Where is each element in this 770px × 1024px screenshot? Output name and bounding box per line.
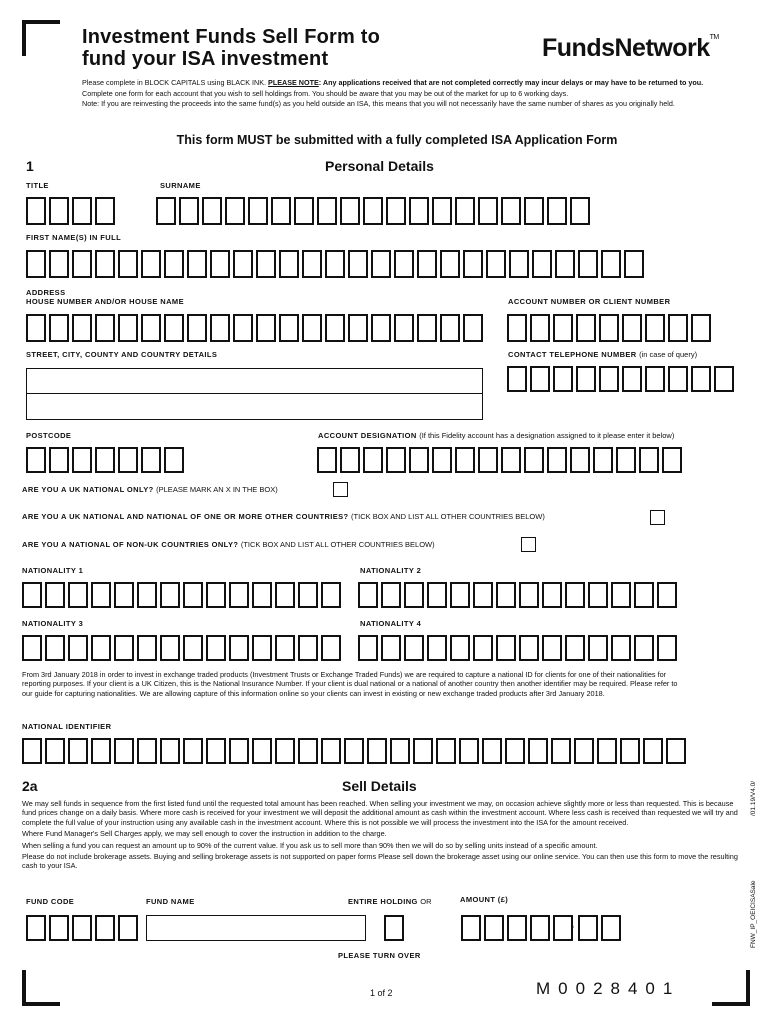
char-box[interactable] — [570, 197, 590, 225]
char-box[interactable] — [427, 582, 447, 608]
street-label: STREET, CITY, COUNTY AND COUNTRY DETAILS — [26, 350, 218, 359]
nationality-1-label: NATIONALITY 1 — [22, 566, 84, 575]
char-box[interactable] — [381, 582, 401, 608]
char-box[interactable] — [645, 314, 665, 342]
char-box[interactable] — [321, 635, 341, 661]
char-box[interactable] — [599, 314, 619, 342]
char-box[interactable] — [206, 738, 226, 764]
char-box[interactable] — [394, 250, 414, 278]
char-box[interactable] — [317, 197, 337, 225]
char-box[interactable] — [160, 635, 180, 661]
fund-name-label: FUND NAME — [146, 897, 195, 906]
char-box[interactable] — [22, 738, 42, 764]
char-box[interactable] — [524, 447, 544, 473]
char-box[interactable] — [507, 915, 527, 941]
char-box[interactable] — [229, 738, 249, 764]
char-box[interactable] — [547, 447, 567, 473]
form-reference: M0028401 — [536, 979, 681, 998]
char-box[interactable] — [229, 582, 249, 608]
char-box[interactable] — [114, 738, 134, 764]
char-box[interactable] — [91, 738, 111, 764]
nationality-info-paragraph: From 3rd January 2018 in order to invest in exchange traded products (Investment Trusts or Exchange Traded Funds) we are required to capture a national ID for clients for one of their nationalities for reporting purposes. If your client is a UK Citizen, this is the National Insurance Number. If your client is dual national or a national of another country then another identifier may be required. Please refer to our guide for capturing nationalities. We are allowing capture of this information online so your clients can invest in existing or new exchange traded products after 3rd January 2018. — [22, 670, 678, 698]
char-box[interactable] — [91, 582, 111, 608]
char-box[interactable] — [455, 197, 475, 225]
char-box[interactable] — [553, 366, 573, 392]
firstname-label: FIRST NAME(S) IN FULL — [26, 233, 122, 242]
char-box[interactable] — [49, 915, 69, 941]
postcode-label: POSTCODE — [26, 431, 72, 440]
char-box[interactable] — [496, 635, 516, 661]
char-box[interactable] — [532, 250, 552, 278]
designation-label: ACCOUNT DESIGNATION (If this Fidelity account has a designation assigned to it please enter it below) — [318, 431, 675, 440]
char-box[interactable] — [530, 915, 550, 941]
char-box[interactable] — [601, 915, 621, 941]
q-non-uk: ARE YOU A NATIONAL OF NON-UK COUNTRIES ONLY? (TICK BOX AND LIST ALL OTHER COUNTRIES BELOW) — [22, 540, 435, 549]
non-uk-checkbox[interactable] — [521, 537, 536, 552]
side-code: FNW_IP_OEICISASale — [750, 880, 757, 948]
char-box[interactable] — [599, 366, 619, 392]
char-box[interactable] — [432, 197, 452, 225]
entire-holding-label: ENTIRE HOLDING OR — [348, 897, 432, 906]
char-box[interactable] — [461, 915, 481, 941]
char-box[interactable] — [233, 250, 253, 278]
char-box[interactable] — [440, 250, 460, 278]
page-number: 1 of 2 — [370, 988, 393, 998]
char-box[interactable] — [49, 314, 69, 342]
char-box[interactable] — [555, 250, 575, 278]
char-box[interactable] — [611, 635, 631, 661]
form-title-line1: Investment Funds Sell Form to — [82, 26, 381, 48]
char-box[interactable] — [210, 250, 230, 278]
char-box[interactable] — [634, 582, 654, 608]
side-date: /01.19/V4.0/ — [750, 780, 757, 816]
char-box[interactable] — [620, 738, 640, 764]
char-box[interactable] — [645, 366, 665, 392]
char-box[interactable] — [530, 366, 550, 392]
sell-details-text: We may sell funds in sequence from the first listed fund until the requested total amount has been reached. When selling your investment we may, on occasion achieve slightly more or less than requested. This is because fund prices change on a daily basis. Where more cash is received for your investment we will deposit the additional amount as cash within the investment account. Where less cash is received than requested we will try and complete the full value of your instruction using any available cash in the investment account. Where this is not possible we will process the investment into the ISA for the amount received. Where Fund Manager's Sell Charges apply, we may sell enough to cover the instruction in addition to the charge. When selling a fund you can request an amount up to 90% of the current value. If you ask us to sell more than 90% then we will do so by selling units instead of a specific amount. Please do not include brokerage assets. Buying and selling brokerage assets is not supported on paper forms Please sell down the brokerage asset using our online service. You can then use this form to move the resulting cash to your ISA. — [22, 799, 738, 871]
char-box[interactable] — [91, 635, 111, 661]
char-box[interactable] — [118, 314, 138, 342]
corner-mark-bottom-left — [22, 970, 60, 1006]
char-box[interactable] — [578, 915, 598, 941]
char-box[interactable] — [225, 197, 245, 225]
char-box[interactable] — [622, 314, 642, 342]
char-box[interactable] — [450, 635, 470, 661]
nationality-2-boxes[interactable] — [358, 582, 677, 608]
char-box[interactable] — [363, 447, 383, 473]
char-box[interactable] — [348, 314, 368, 342]
char-box[interactable] — [578, 250, 598, 278]
char-box[interactable] — [501, 197, 521, 225]
phone-label: CONTACT TELEPHONE NUMBER (in case of query) — [508, 350, 698, 359]
char-box[interactable] — [363, 197, 383, 225]
amount-pounds-boxes[interactable] — [461, 915, 573, 941]
char-box[interactable] — [256, 314, 276, 342]
char-box[interactable] — [252, 582, 272, 608]
char-box[interactable] — [252, 635, 272, 661]
char-box[interactable] — [473, 582, 493, 608]
char-box[interactable] — [141, 250, 161, 278]
char-box[interactable] — [358, 582, 378, 608]
char-box[interactable] — [206, 635, 226, 661]
postcode-boxes[interactable] — [26, 447, 184, 473]
char-box[interactable] — [413, 738, 433, 764]
char-box[interactable] — [45, 582, 65, 608]
char-box[interactable] — [95, 314, 115, 342]
char-box[interactable] — [72, 447, 92, 473]
char-box[interactable] — [68, 738, 88, 764]
national-id-label: NATIONAL IDENTIFIER — [22, 722, 112, 731]
char-box[interactable] — [386, 447, 406, 473]
char-box[interactable] — [95, 915, 115, 941]
char-box[interactable] — [473, 635, 493, 661]
section-1-title: Personal Details — [325, 158, 434, 174]
house-label: HOUSE NUMBER AND/OR HOUSE NAME — [26, 297, 184, 306]
char-box[interactable] — [691, 314, 711, 342]
char-box[interactable] — [22, 582, 42, 608]
char-box[interactable] — [371, 314, 391, 342]
char-box[interactable] — [302, 314, 322, 342]
char-box[interactable] — [325, 314, 345, 342]
char-box[interactable] — [279, 314, 299, 342]
char-box[interactable] — [118, 915, 138, 941]
title-label: TITLE — [26, 181, 49, 190]
char-box[interactable] — [344, 738, 364, 764]
char-box[interactable] — [417, 314, 437, 342]
firstname-boxes[interactable] — [26, 250, 644, 278]
char-box[interactable] — [275, 635, 295, 661]
char-box[interactable] — [22, 635, 42, 661]
char-box[interactable] — [576, 366, 596, 392]
char-box[interactable] — [390, 738, 410, 764]
fund-code-boxes[interactable] — [26, 915, 138, 941]
char-box[interactable] — [570, 447, 590, 473]
section-2a-title: Sell Details — [342, 778, 417, 794]
nationality-3-label: NATIONALITY 3 — [22, 619, 84, 628]
char-box[interactable] — [463, 314, 483, 342]
must-submit-notice: This form MUST be submitted with a fully completed ISA Application Form — [176, 133, 618, 147]
char-box[interactable] — [601, 250, 621, 278]
char-box[interactable] — [72, 197, 92, 225]
char-box[interactable] — [114, 582, 134, 608]
char-box[interactable] — [321, 738, 341, 764]
char-box[interactable] — [530, 314, 550, 342]
char-box[interactable] — [576, 314, 596, 342]
char-box[interactable] — [49, 197, 69, 225]
char-box[interactable] — [137, 582, 157, 608]
char-box[interactable] — [164, 314, 184, 342]
char-box[interactable] — [68, 635, 88, 661]
char-box[interactable] — [164, 447, 184, 473]
char-box[interactable] — [114, 635, 134, 661]
char-box[interactable] — [440, 314, 460, 342]
char-box[interactable] — [639, 447, 659, 473]
char-box[interactable] — [95, 197, 115, 225]
char-box[interactable] — [233, 314, 253, 342]
char-box[interactable] — [484, 915, 504, 941]
char-box[interactable] — [657, 635, 677, 661]
char-box[interactable] — [256, 250, 276, 278]
q-uk-and-other: ARE YOU A UK NATIONAL AND NATIONAL OF ONE OR MORE OTHER COUNTRIES? (TICK BOX AND LIST ALL OTHER COUNTRIES BELOW) — [22, 512, 545, 521]
char-box[interactable] — [141, 447, 161, 473]
char-box[interactable] — [668, 366, 688, 392]
address-label: ADDRESS — [26, 288, 66, 297]
char-box[interactable] — [68, 582, 88, 608]
char-box[interactable] — [565, 582, 585, 608]
char-box[interactable] — [622, 366, 642, 392]
char-box[interactable] — [183, 635, 203, 661]
char-box[interactable] — [26, 447, 46, 473]
char-box[interactable] — [298, 582, 318, 608]
char-box[interactable] — [459, 738, 479, 764]
char-box[interactable] — [271, 197, 291, 225]
char-box[interactable] — [183, 582, 203, 608]
account-number-boxes[interactable] — [507, 314, 711, 342]
char-box[interactable] — [252, 738, 272, 764]
char-box[interactable] — [275, 738, 295, 764]
char-box[interactable] — [542, 582, 562, 608]
national-id-boxes[interactable] — [22, 738, 686, 764]
char-box[interactable] — [49, 250, 69, 278]
entire-holding-box[interactable] — [384, 915, 404, 941]
char-box[interactable] — [588, 635, 608, 661]
char-box[interactable] — [542, 635, 562, 661]
char-box[interactable] — [427, 635, 447, 661]
char-box[interactable] — [26, 197, 46, 225]
char-box[interactable] — [691, 366, 711, 392]
char-box[interactable] — [206, 582, 226, 608]
q-uk-only: ARE YOU A UK NATIONAL ONLY? (PLEASE MARK AN X IN THE BOX) — [22, 485, 278, 494]
char-box[interactable] — [72, 250, 92, 278]
char-box[interactable] — [450, 582, 470, 608]
nationality-1-boxes[interactable] — [22, 582, 341, 608]
char-box[interactable] — [496, 582, 516, 608]
char-box[interactable] — [187, 314, 207, 342]
char-box[interactable] — [505, 738, 525, 764]
char-box[interactable] — [478, 197, 498, 225]
char-box[interactable] — [325, 250, 345, 278]
char-box[interactable] — [611, 582, 631, 608]
nationality-2-label: NATIONALITY 2 — [360, 566, 422, 575]
char-box[interactable] — [118, 250, 138, 278]
char-box[interactable] — [358, 635, 378, 661]
char-box[interactable] — [524, 197, 544, 225]
char-box[interactable] — [210, 314, 230, 342]
char-box[interactable] — [248, 197, 268, 225]
char-box[interactable] — [486, 250, 506, 278]
char-box[interactable] — [507, 366, 527, 392]
char-box[interactable] — [519, 635, 539, 661]
char-box[interactable] — [624, 250, 644, 278]
char-box[interactable] — [164, 250, 184, 278]
corner-mark-bottom-right — [712, 970, 750, 1006]
nationality-4-label: NATIONALITY 4 — [360, 619, 422, 628]
designation-boxes[interactable] — [317, 447, 682, 473]
section-2a-number: 2a — [22, 778, 38, 794]
char-box[interactable] — [45, 738, 65, 764]
char-box[interactable] — [95, 250, 115, 278]
nationality-4-boxes[interactable] — [358, 635, 677, 661]
char-box[interactable] — [137, 635, 157, 661]
char-box[interactable] — [482, 738, 502, 764]
char-box[interactable] — [553, 314, 573, 342]
char-box[interactable] — [519, 582, 539, 608]
char-box[interactable] — [386, 197, 406, 225]
char-box[interactable] — [160, 582, 180, 608]
amount-pence-boxes[interactable] — [578, 915, 621, 941]
nationality-3-boxes[interactable] — [22, 635, 341, 661]
char-box[interactable] — [714, 366, 734, 392]
char-box[interactable] — [187, 250, 207, 278]
char-box[interactable] — [367, 738, 387, 764]
char-box[interactable] — [597, 738, 617, 764]
char-box[interactable] — [404, 582, 424, 608]
char-box[interactable] — [26, 915, 46, 941]
char-box[interactable] — [160, 738, 180, 764]
char-box[interactable] — [409, 447, 429, 473]
char-box[interactable] — [643, 738, 663, 764]
char-box[interactable] — [551, 738, 571, 764]
char-box[interactable] — [302, 250, 322, 278]
char-box[interactable] — [26, 314, 46, 342]
char-box[interactable] — [509, 250, 529, 278]
house-boxes[interactable] — [26, 314, 483, 342]
char-box[interactable] — [455, 447, 475, 473]
char-box[interactable] — [501, 447, 521, 473]
char-box[interactable] — [298, 738, 318, 764]
form-title — [82, 26, 380, 70]
char-box[interactable] — [588, 582, 608, 608]
street-line-1[interactable] — [26, 368, 483, 394]
char-box[interactable] — [371, 250, 391, 278]
char-box[interactable] — [404, 635, 424, 661]
char-box[interactable] — [657, 582, 677, 608]
char-box[interactable] — [409, 197, 429, 225]
char-box[interactable] — [348, 250, 368, 278]
fund-name-field[interactable] — [146, 915, 366, 941]
char-box[interactable] — [478, 447, 498, 473]
char-box[interactable] — [381, 635, 401, 661]
corner-mark-top-left — [22, 20, 60, 56]
surname-label: SURNAME — [160, 181, 201, 190]
char-box[interactable] — [634, 635, 654, 661]
char-box[interactable] — [72, 314, 92, 342]
char-box[interactable] — [49, 447, 69, 473]
char-box[interactable] — [95, 447, 115, 473]
char-box[interactable] — [26, 250, 46, 278]
char-box[interactable] — [275, 582, 295, 608]
char-box[interactable] — [229, 635, 249, 661]
please-turn-over: PLEASE TURN OVER — [338, 951, 421, 960]
char-box[interactable] — [141, 314, 161, 342]
char-box[interactable] — [317, 447, 337, 473]
title-boxes[interactable] — [26, 197, 115, 225]
char-box[interactable] — [156, 197, 176, 225]
intro-text: Please complete in BLOCK CAPITALS using BLACK INK. PLEASE NOTE: Any applications received that are not completed correctly may incur delays or may have to be returned to you. Complete one form for each account that you wish to sell holdings from. You should be aware that you may be out of the market for up to 6 working days. Note: If you are reinvesting the proceeds into the same fund(s) as you held outside an ISA, this means that you will not necessarily have the same number of shares as you originally held. — [82, 78, 704, 108]
char-box[interactable] — [666, 738, 686, 764]
char-box[interactable] — [279, 250, 299, 278]
char-box[interactable] — [574, 738, 594, 764]
form-title-line2: fund your ISA investment — [82, 48, 329, 70]
char-box[interactable] — [179, 197, 199, 225]
street-line-2[interactable] — [26, 394, 483, 420]
char-box[interactable] — [547, 197, 567, 225]
char-box[interactable] — [436, 738, 456, 764]
char-box[interactable] — [72, 915, 92, 941]
char-box[interactable] — [183, 738, 203, 764]
char-box[interactable] — [118, 447, 138, 473]
char-box[interactable] — [45, 635, 65, 661]
char-box[interactable] — [463, 250, 483, 278]
char-box[interactable] — [507, 314, 527, 342]
char-box[interactable] — [321, 582, 341, 608]
section-1-number: 1 — [26, 158, 34, 174]
char-box[interactable] — [662, 447, 682, 473]
account-number-label: ACCOUNT NUMBER OR CLIENT NUMBER — [508, 297, 671, 306]
char-box[interactable] — [394, 314, 414, 342]
fund-code-label: FUND CODE — [26, 897, 75, 906]
char-box[interactable] — [616, 447, 636, 473]
char-box[interactable] — [137, 738, 157, 764]
char-box[interactable] — [298, 635, 318, 661]
char-box[interactable] — [417, 250, 437, 278]
char-box[interactable] — [202, 197, 222, 225]
char-box[interactable] — [593, 447, 613, 473]
decimal-point: . — [570, 915, 575, 932]
char-box[interactable] — [432, 447, 452, 473]
char-box[interactable] — [668, 314, 688, 342]
phone-boxes[interactable] — [507, 366, 734, 392]
char-box[interactable] — [340, 447, 360, 473]
char-box[interactable] — [340, 197, 360, 225]
char-box[interactable] — [294, 197, 314, 225]
fundsnetwork-logo: FundsNetwork™ — [542, 34, 719, 62]
char-box[interactable] — [528, 738, 548, 764]
char-box[interactable] — [565, 635, 585, 661]
uk-only-checkbox[interactable] — [333, 482, 348, 497]
uk-and-other-checkbox[interactable] — [650, 510, 665, 525]
surname-boxes[interactable] — [156, 197, 590, 225]
amount-label: AMOUNT (£) — [460, 895, 509, 904]
